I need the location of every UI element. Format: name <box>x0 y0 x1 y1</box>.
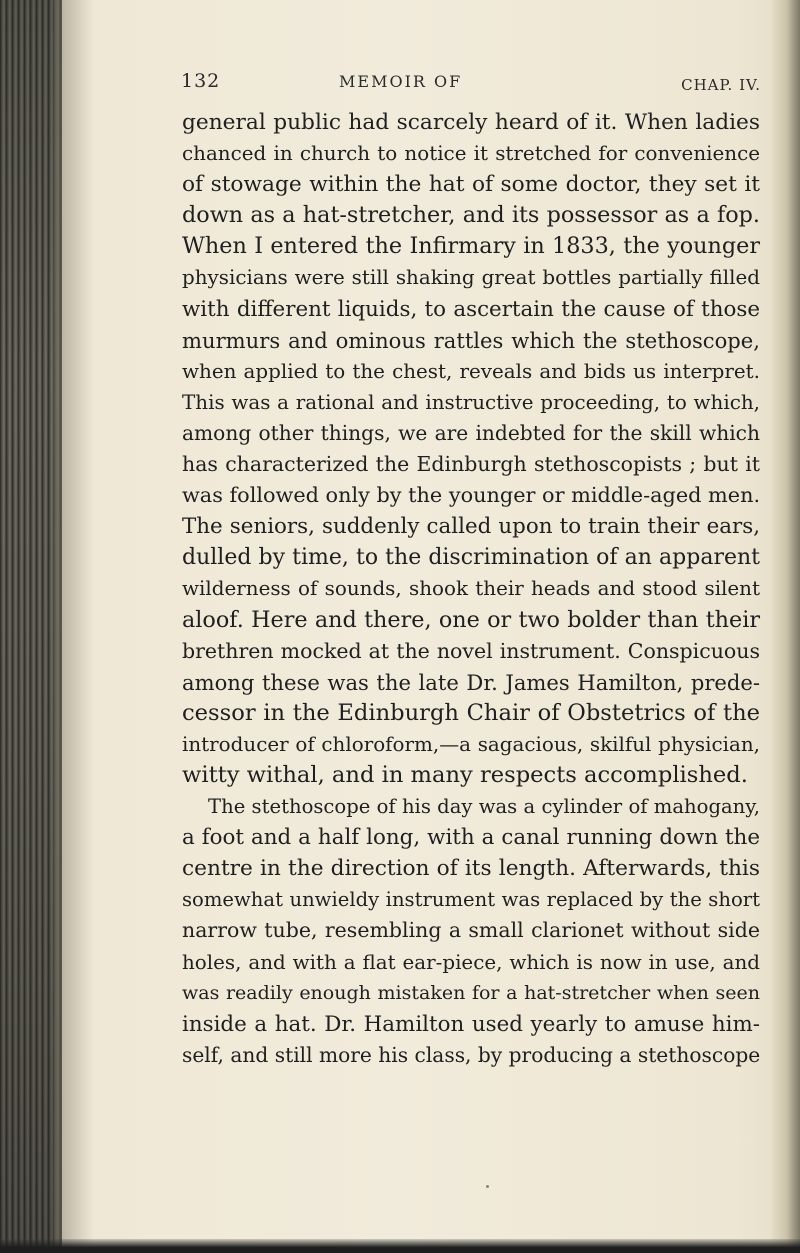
text-line: narrow tube, resembling a small clarionet without side <box>182 918 760 943</box>
running-header <box>181 70 761 100</box>
text-line: dulled by time, to the discrimination of an apparent <box>182 545 760 571</box>
chapter-label: CHAP. IV. <box>681 76 761 94</box>
text-line: holes, and with a flat ear-piece, which is now in use, and <box>182 950 760 974</box>
book-binding-gutter <box>0 0 62 1253</box>
text-line: witty withal, and in many respects accomplished. <box>182 761 748 788</box>
gutter-shadow <box>54 0 94 1253</box>
text-line: with different liquids, to ascertain the cause of those <box>182 296 760 322</box>
text-line: general public had scarcely heard of it. When ladies <box>182 110 760 135</box>
text-line: murmurs and ominous rattles which the stethoscope, <box>182 327 760 353</box>
text-line: centre in the direction of its length. Afterwards, this <box>182 856 760 882</box>
page-number: 132 <box>181 70 221 92</box>
text-line: cessor in the Edinburgh Chair of Obstetrics of the <box>182 699 760 726</box>
text-line: a foot and a half long, with a canal running down the <box>182 825 760 851</box>
text-line: When I entered the Infirmary in 1833, the younger <box>182 233 760 260</box>
bottom-edge-shadow <box>0 1239 800 1253</box>
body-text <box>182 107 760 1071</box>
text-line: when applied to the chest, reveals and bids us interpret. <box>182 359 760 383</box>
text-line: was followed only by the younger or middle-aged men. <box>182 483 761 508</box>
text-line: chanced in church to notice it stretched for convenience <box>182 142 760 166</box>
text-line: self, and still more his class, by producing a stethoscope <box>182 1042 761 1067</box>
text-line: aloof. Here and there, one or two bolder than their <box>182 606 760 633</box>
text-line: inside a hat. Dr. Hamilton used yearly to amuse him- <box>182 1011 760 1037</box>
text-line: was readily enough mistaken for a hat-stretcher when seen <box>182 981 760 1004</box>
page-edge-shadow <box>770 0 800 1253</box>
text-line: The seniors, suddenly called upon to train their ears, <box>182 514 760 540</box>
text-line: physicians were still shaking great bottles partially filled <box>182 266 760 290</box>
text-line: introducer of chloroform,—a sagacious, skilful physician, <box>182 732 760 756</box>
text-line: This was a rational and instructive proceeding, to which, <box>182 390 760 414</box>
text-line: wilderness of sounds, shook their heads and stood silent <box>182 577 760 601</box>
paper-speck <box>486 1185 489 1188</box>
text-line: of stowage within the hat of some doctor, they set it <box>182 172 760 198</box>
running-title: MEMOIR OF <box>339 72 463 91</box>
text-line: somewhat unwieldy instrument was replaced by the short <box>182 888 760 912</box>
text-line: has characterized the Edinburgh stethoscopists ; but it <box>182 452 760 477</box>
text-line: among these was the late Dr. James Hamilton, prede- <box>182 669 760 695</box>
text-line: brethren mocked at the novel instrument. Conspicuous <box>182 638 760 663</box>
text-line: down as a hat-stretcher, and its possessor as a fop. <box>182 202 760 229</box>
text-line: among other things, we are indebted for the skill which <box>182 420 760 445</box>
text-line: The stethoscope of his day was a cylinder of mahogany, <box>208 795 760 819</box>
